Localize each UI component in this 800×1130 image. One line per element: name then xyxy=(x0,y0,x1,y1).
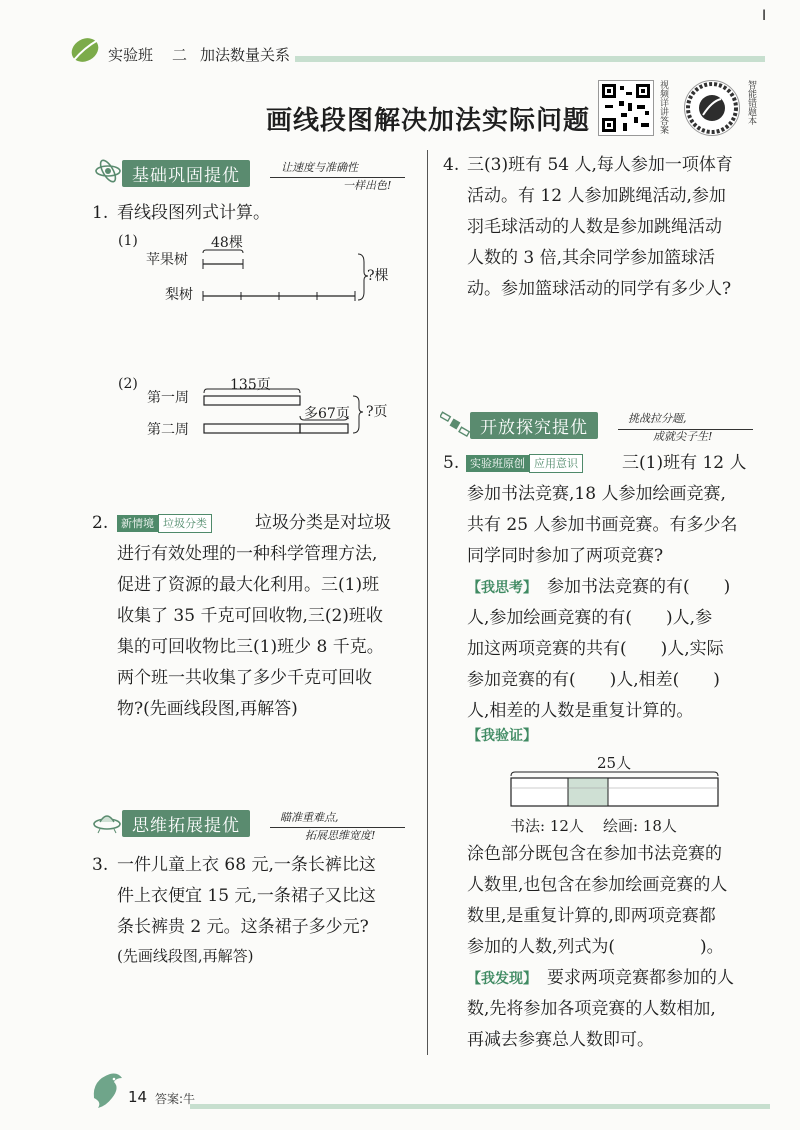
page-title: 画线段图解决加法实际问题 xyxy=(266,106,591,136)
q1-d1-unknown: ?棵 xyxy=(367,268,389,284)
tag-original: 实验班原创 xyxy=(466,455,529,472)
q3-line-0: 一件儿童上衣 68 元,一条长裤比这 xyxy=(117,855,376,875)
q5-verify-line-0: 涂色部分既包含在参加书法竞赛的 xyxy=(467,844,722,864)
q4-line-4: 动。参加篮球活动的同学有多少人? xyxy=(467,279,732,299)
q1-d1-pear: 梨树 xyxy=(165,287,193,303)
q3-line-1: 件上衣便宜 15 元,一条裙子又比这 xyxy=(117,886,376,906)
q4-line-0: 三(3)班有 54 人,每人参加一项体育 xyxy=(467,155,733,175)
q5-find-line-1: 数,先将参加各项竞赛的人数相加, xyxy=(467,999,716,1019)
q5-diagram-total: 25人 xyxy=(597,754,632,772)
q5-diagram xyxy=(508,770,723,810)
q5-line-2: 同学同时参加了两项竞赛? xyxy=(467,546,664,566)
q5-think-label: 【我思考】 xyxy=(467,580,537,596)
q1-d1-top: 48棵 xyxy=(211,235,243,251)
q5-line-1: 共有 25 人参加书画竞赛。有多少名 xyxy=(467,515,738,535)
q1-number: 1. xyxy=(92,203,109,223)
atom-icon xyxy=(94,158,122,184)
q2-line-2: 促进了资源的最大化利用。三(1)班 xyxy=(117,575,380,595)
q3-note: (先画线段图,再解答) xyxy=(117,947,254,965)
footer-rule xyxy=(190,1104,770,1109)
section-badge-basic: 基础巩固提优 xyxy=(122,160,250,187)
q1-d1-apple: 苹果树 xyxy=(146,252,188,268)
section-note-basic-1: 让速度与准确性 xyxy=(281,161,358,174)
header-chapter-num: 二 xyxy=(172,46,188,64)
q4-number: 4. xyxy=(443,155,460,175)
q5-verify-line-1: 人数里,也包含在参加绘画竞赛的人 xyxy=(467,875,728,895)
section-note-open-1: 挑战拉分题, xyxy=(628,412,687,425)
q1-text: 看线段图列式计算。 xyxy=(117,203,270,223)
q1-d1-label: (1) xyxy=(118,233,138,249)
q5-verify-line-3: 参加的人数,列式为( )。 xyxy=(467,937,724,957)
q5-think-line-3: 参加竞赛的有( )人,相差( ) xyxy=(467,670,720,690)
q2-number: 2. xyxy=(92,513,109,533)
q2-tags xyxy=(117,513,212,533)
q5-verify-label: 【我验证】 xyxy=(467,728,537,744)
qr-caption-smart: 智能错题本 xyxy=(746,80,756,125)
tag-application: 应用意识 xyxy=(529,454,583,473)
page-number: 14 xyxy=(128,1088,148,1106)
q1-d1-diagram xyxy=(200,248,370,308)
q5-verify-line-2: 数里,是重复计算的,即两项竞赛都 xyxy=(467,906,716,926)
section-note-basic-2: 一样出色! xyxy=(343,179,392,192)
header-class-label: 实验班 xyxy=(108,46,154,64)
answer-hint: 答案:牛 xyxy=(155,1092,196,1106)
section-badge-thinking: 思维拓展提优 xyxy=(122,810,250,837)
q1-d2-top: 135页 xyxy=(230,377,271,393)
q5-first-line: 三(1)班有 12 人 xyxy=(622,453,747,473)
q3-number: 3. xyxy=(92,855,109,875)
q1-d2-unknown: ?页 xyxy=(366,404,388,420)
tag-garbage-sorting: 垃圾分类 xyxy=(158,514,212,533)
page-mark: I xyxy=(762,8,767,24)
q3-line-2: 条长裤贵 2 元。这条裙子多少元? xyxy=(117,917,369,937)
q5-find-line-0: 要求两项竞赛都参加的人 xyxy=(547,968,734,988)
q2-line-0: 垃圾分类是对垃圾 xyxy=(255,513,391,533)
section-note-thinking-1: 瞄准重难点, xyxy=(280,811,339,824)
q4-line-3: 人数的 3 倍,其余同学参加篮球活 xyxy=(467,248,716,268)
tag-new-situation: 新情境 xyxy=(117,515,158,532)
leaf-logo-icon xyxy=(68,34,104,64)
dolphin-icon xyxy=(88,1068,128,1112)
q4-line-1: 活动。有 12 人参加跳绳活动,参加 xyxy=(467,186,726,206)
qr-code-video[interactable] xyxy=(598,80,654,136)
section-note-open-2: 成就尖子生! xyxy=(653,430,713,443)
q1-d2-label: (2) xyxy=(118,376,138,392)
q1-d2-week1: 第一周 xyxy=(147,390,189,406)
q5-think-line-1: 人,参加绘画竞赛的有( )人,参 xyxy=(467,608,713,628)
q5-line-0: 参加书法竞赛,18 人参加绘画竞赛, xyxy=(467,484,726,504)
q2-line-3: 收集了 35 千克可回收物,三(2)班收 xyxy=(117,606,383,626)
q2-line-6: 物?(先画线段图,再解答) xyxy=(117,699,298,719)
qr-caption-video: 视频详讲答案 xyxy=(658,80,668,134)
q1-d2-diagram xyxy=(203,386,368,438)
q5-think-line-2: 加这两项竞赛的共有( )人,实际 xyxy=(467,639,724,659)
q5-diagram-calligraphy: 书法: 12人 xyxy=(510,817,584,835)
q2-line-1: 进行有效处理的一种科学管理方法, xyxy=(117,544,378,564)
q5-number: 5. xyxy=(443,453,460,473)
q5-find-line-2: 再减去参赛总人数即可。 xyxy=(467,1030,654,1050)
satellite-icon xyxy=(440,410,470,438)
q1-d2-week2: 第二周 xyxy=(147,422,189,438)
section-note-thinking-2: 拓展思维宽度! xyxy=(305,829,376,842)
q5-find-label: 【我发现】 xyxy=(467,971,537,987)
q5-diagram-painting: 绘画: 18人 xyxy=(603,817,677,835)
q4-line-2: 羽毛球活动的人数是参加跳绳活动 xyxy=(467,217,722,237)
q2-line-5: 两个班一共收集了多少千克可回收 xyxy=(117,668,372,688)
q1-d2-more: 多67页 xyxy=(304,406,350,422)
header-chapter-title: 加法数量关系 xyxy=(200,46,291,64)
q5-think-line-0: 参加书法竞赛的有( ) xyxy=(547,577,731,597)
qr-code-smart[interactable] xyxy=(684,80,740,136)
q5-think-line-4: 人,相差的人数是重复计算的。 xyxy=(467,701,694,721)
q2-line-4: 集的可回收物比三(1)班少 8 千克。 xyxy=(117,637,384,657)
ufo-icon xyxy=(92,810,122,834)
q5-tags xyxy=(466,453,583,473)
header-rule xyxy=(295,56,765,62)
column-divider xyxy=(427,150,428,1055)
section-badge-open: 开放探究提优 xyxy=(470,412,598,439)
